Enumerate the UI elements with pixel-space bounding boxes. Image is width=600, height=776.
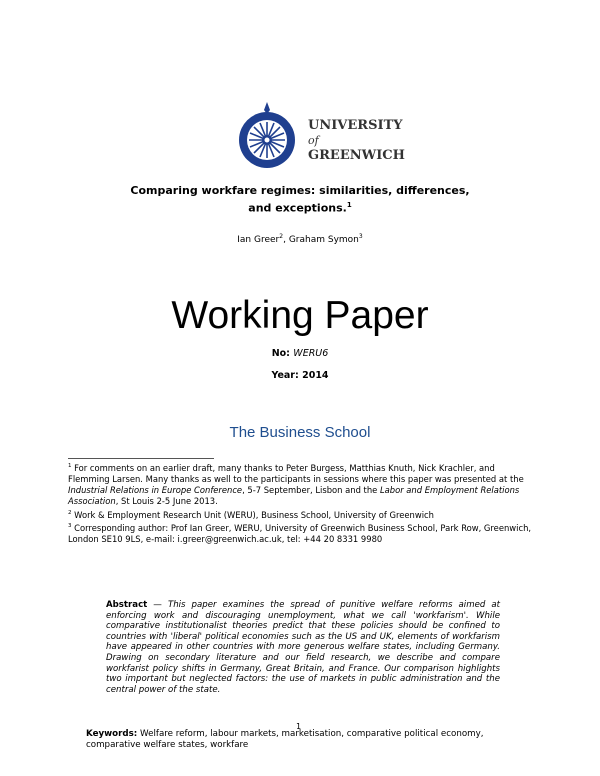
logo-line-3: GREENWICH: [308, 148, 405, 163]
logo-line-1: UNIVERSITY: [308, 118, 403, 133]
university-seal-icon: [232, 100, 302, 170]
footnote-text: Work & Employment Research Unit (WERU), Business School, University of Greenwich: [71, 509, 434, 520]
footnote-text: For comments on an earlier draft, many thanks to Peter Burgess, Matthias Knuth, Nick Krachler, and Flemming Larsen. Many thanks as well to the participants in sessions where this paper was presented at the: [68, 462, 524, 484]
paper-year: [0, 370, 600, 381]
author-2: Graham Symon: [288, 235, 359, 245]
paper-number: [0, 348, 600, 359]
author-1-note: 2: [279, 233, 284, 240]
footnote-2: [68, 508, 533, 521]
authors: [0, 233, 600, 245]
footnote-italic: Industrial Relations in Europe Conference: [68, 485, 243, 496]
university-logo: [232, 100, 407, 170]
keywords-label: Keywords:: [86, 729, 138, 739]
author-separator: ,: [283, 235, 289, 245]
footnote-marker: 1: [68, 463, 72, 469]
footnote-text: , 5-7 September, Lisbon and the: [242, 485, 380, 496]
keywords: [86, 729, 526, 751]
footnote-text: , St Louis 2-5 June 2013.: [115, 496, 218, 507]
footnote-divider: [68, 458, 214, 459]
abstract-dash: —: [147, 600, 168, 610]
title-line-1: Comparing workfare regimes: similarities, differences,: [130, 184, 470, 197]
footnote-marker: 2: [68, 509, 72, 516]
footnote-marker: 3: [68, 522, 72, 529]
year-value: 2014: [302, 370, 329, 381]
paper-title: [0, 183, 600, 216]
page-number: 1: [296, 722, 302, 731]
abstract-label: Abstract: [106, 600, 148, 610]
keywords-text: Welfare reform, labour markets, marketisation, comparative political economy, comparative welfare states, workfare: [86, 729, 484, 750]
university-name: [308, 118, 405, 163]
footnote-italic: Labor and Employment Relations Association: [68, 485, 520, 507]
footnotes: [68, 461, 533, 545]
abstract: [106, 600, 500, 695]
number-value: WERU6: [293, 348, 329, 359]
working-paper-heading: Working Paper: [171, 294, 429, 337]
footnote-text: Corresponding author: Prof Ian Greer, WERU, University of Greenwich Business School, Park Row, Greenwich, London SE10 9LS, e-mail: i.greer@greenwich.ac.uk, tel: +44 20 8331 9980: [68, 522, 532, 544]
logo-line-2: of: [308, 134, 319, 147]
year-label: Year:: [271, 370, 303, 381]
school-name: The Business School: [229, 424, 371, 441]
title-footnote-marker: 1: [346, 201, 352, 209]
author-1: Ian Greer: [237, 235, 280, 245]
title-line-2: and exceptions.: [248, 201, 347, 215]
footnote-3: [68, 521, 533, 545]
number-label: No:: [271, 348, 294, 359]
footnote-1: [68, 461, 533, 508]
abstract-text: This paper examines the spread of punitive welfare reforms aimed at enforcing work and discouraging unemployment, what we call 'workfarism'. While comparative institutionalist theories predict that these policies should be confined to countries with 'liberal' political economies such as the US and UK, elements of workfarism have appeared in other countries with more generous welfare states, including Germany. Drawing on secondary literature and our field research, we describe and compare workfarist policy shifts in Germany, Great Britain, and France. Our comparison highlights two important but neglected factors: the use of markets in public administration and the central power of the state.: [106, 600, 500, 695]
author-2-note: 3: [358, 233, 363, 240]
